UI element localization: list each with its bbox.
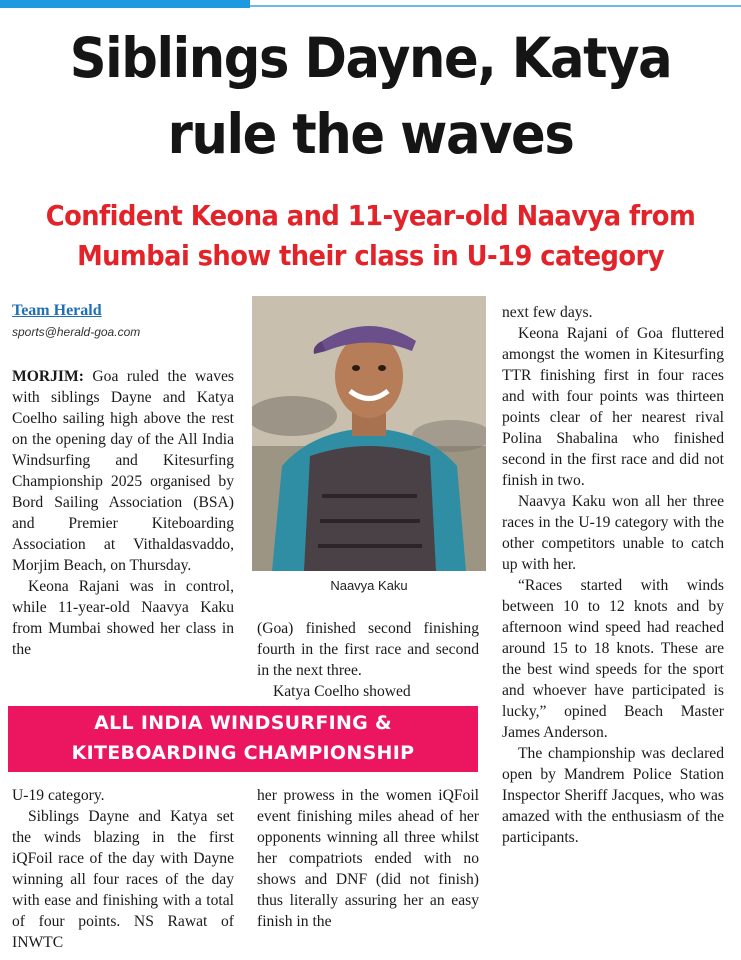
- paragraph: Naavya Kaku won all her three races in the U-19 category with the other competitors unable to catch up with her.: [502, 493, 724, 573]
- headline-line-1: Siblings Dayne, Katya: [69, 26, 672, 90]
- paragraph: [12, 366, 234, 576]
- athlete-photo: [252, 296, 486, 571]
- paragraph: “Races started with winds between 10 to 12 knots and by afternoon wind speed had reached around 15 to 18 knots. These are the best wind speeds for the sport and whoever have participated is lucky,” opined Beach Master James Anderson.: [502, 577, 724, 741]
- article-column-2-bottom: [257, 785, 479, 932]
- paragraph: The championship was declared open by Mandrem Police Station Inspector Sheriff Jacques, who was amazed with the enthusiasm of the participants.: [502, 745, 724, 846]
- dateline: MORJIM:: [12, 368, 84, 385]
- paragraph: U-19 category.: [12, 787, 105, 804]
- paragraph: Katya Coelho showed: [273, 683, 411, 700]
- photo-caption: Naavya Kaku: [330, 578, 408, 593]
- article-column-1: [12, 366, 234, 660]
- top-bar-accent: [0, 0, 250, 8]
- headline-line-2: rule the waves: [167, 102, 574, 166]
- paragraph: her prowess in the women iQFoil event finishing miles ahead of her opponents winning all three whilst her compatriots ended with no shows and DNF (did not finish) thus literally assuring her an easy finish in the: [257, 787, 479, 930]
- paragraph: (Goa) finished second finishing fourth in the first race and second in the next three.: [257, 620, 479, 679]
- paragraph: Keona Rajani of Goa fluttered amongst the women in Kitesurfing TTR finishing first in four races and with four points was thirteen points clear of her nearest rival Polina Shabalina who finished second in the first race and did not finish in two.: [502, 325, 724, 489]
- banner-line-1: ALL INDIA WINDSURFING &: [94, 712, 392, 734]
- championship-banner: [8, 706, 478, 772]
- article-headline: [26, 20, 715, 172]
- article-subheadline: [30, 196, 712, 276]
- banner-line-2: KITEBOARDING CHAMPIONSHIP: [71, 742, 415, 764]
- paragraph: Siblings Dayne and Katya set the winds blazing in the first iQFoil race of the day with Dayne winning all four races of the day with ease and finishing with a total of four points. NS Rawat of INWTC: [12, 808, 234, 951]
- naavya-kaku-photo: [252, 296, 486, 571]
- paragraph: next few days.: [502, 304, 593, 321]
- subhead-line-2: Mumbai show their class in U-19 category: [77, 239, 664, 272]
- subhead-line-1: Confident Keona and 11-year-old Naavya from: [45, 199, 696, 232]
- top-color-bar: [0, 0, 741, 8]
- article-column-3: [502, 302, 724, 848]
- byline-author: Team Herald: [12, 302, 102, 319]
- article-column-2: [257, 618, 479, 702]
- byline-email: sports@herald-goa.com: [12, 325, 141, 339]
- article-column-1-bottom: [12, 785, 234, 953]
- paragraph-text: Goa ruled the waves with siblings Dayne and Katya Coelho sailing high above the rest on the opening day of the All India Windsurfing and Kitesurfing Championship 2025 organised by Bord Sailing Association (BSA) and Premier Kiteboarding Association at Vithaldasvaddo, Morjim Beach, on Thursday.: [12, 368, 234, 574]
- paragraph: Keona Rajani was in control, while 11-year-old Naavya Kaku from Mumbai showed her class in the: [12, 578, 234, 658]
- top-bar-rule: [250, 5, 741, 7]
